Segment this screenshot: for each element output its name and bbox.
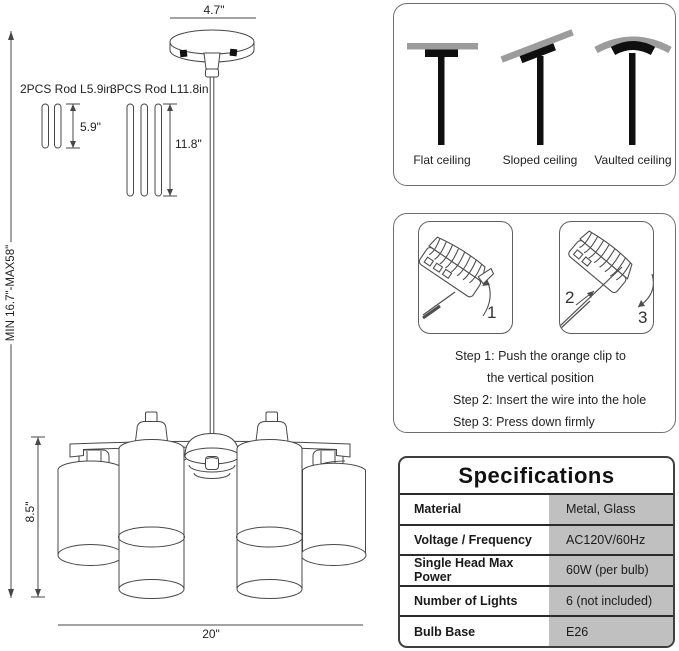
spec-label: Number of Lights xyxy=(414,594,518,609)
short-rod-length-label: 5.9" xyxy=(80,120,101,134)
step-2-text: Step 2: Insert the wire into the hole xyxy=(453,393,647,407)
spec-label: Bulb Base xyxy=(414,624,476,639)
step-1-text: Step 1: Push the orange clip to xyxy=(455,349,626,363)
spec-row-bulb-base xyxy=(400,617,673,646)
step-panel-2 xyxy=(559,221,654,334)
step2-number: 2 xyxy=(565,288,575,307)
short-rod-title: 2PCS Rod L5.9in xyxy=(20,82,113,96)
vaulted-ceiling-label: Vaulted ceiling xyxy=(594,153,672,167)
connector-step23-illustration xyxy=(560,222,654,334)
specifications-title: Specifications xyxy=(400,458,673,495)
sloped-ceiling-icon xyxy=(494,22,584,148)
shade-height-label: 8.5" xyxy=(23,501,37,523)
fixture-width-label: 20" xyxy=(202,627,220,641)
step-panel-1 xyxy=(418,221,513,334)
sloped-ceiling-label: Sloped ceiling xyxy=(502,153,578,167)
wiring-steps-box xyxy=(393,213,676,433)
flat-ceiling-label: Flat ceiling xyxy=(413,153,471,167)
spec-row-material xyxy=(400,495,673,526)
spec-value: AC120V/60Hz xyxy=(549,526,673,555)
step1-number: 1 xyxy=(487,303,497,322)
step-3-text: Step 3: Press down firmly xyxy=(453,415,595,429)
short-rods xyxy=(42,104,61,148)
spec-value: 6 (not included) xyxy=(549,587,673,616)
spec-value: E26 xyxy=(549,617,673,646)
step3-number: 3 xyxy=(638,308,648,327)
canopy xyxy=(170,30,254,77)
flat-ceiling-icon xyxy=(404,34,482,148)
spec-value: 60W (per bulb) xyxy=(549,556,673,585)
spec-row-voltage xyxy=(400,526,673,557)
spec-label: Single Head Max Power xyxy=(414,556,514,585)
short-rod-dim xyxy=(66,104,80,148)
spec-value: Metal, Glass xyxy=(549,495,673,524)
spec-row-num-lights xyxy=(400,587,673,618)
specifications-table xyxy=(398,456,675,648)
spec-row-max-power xyxy=(400,556,673,587)
long-rod-title: 3PCS Rod L11.8in xyxy=(110,82,209,96)
long-rods xyxy=(127,104,162,196)
connector-step1-illustration xyxy=(419,222,513,334)
ceiling-types-box xyxy=(393,3,676,186)
spec-label: Material xyxy=(414,502,462,517)
long-rod-length-label: 11.8" xyxy=(175,137,202,151)
chandelier-body xyxy=(58,412,366,599)
vaulted-ceiling-icon xyxy=(592,32,674,148)
step-1-text-cont: the vertical position xyxy=(487,371,595,385)
down-rod xyxy=(210,77,214,434)
canopy-width-label: 4.7" xyxy=(203,3,225,17)
height-range-label: MIN 16.7"-MAX58" xyxy=(3,242,19,344)
spec-label: Voltage / Frequency xyxy=(414,532,532,547)
